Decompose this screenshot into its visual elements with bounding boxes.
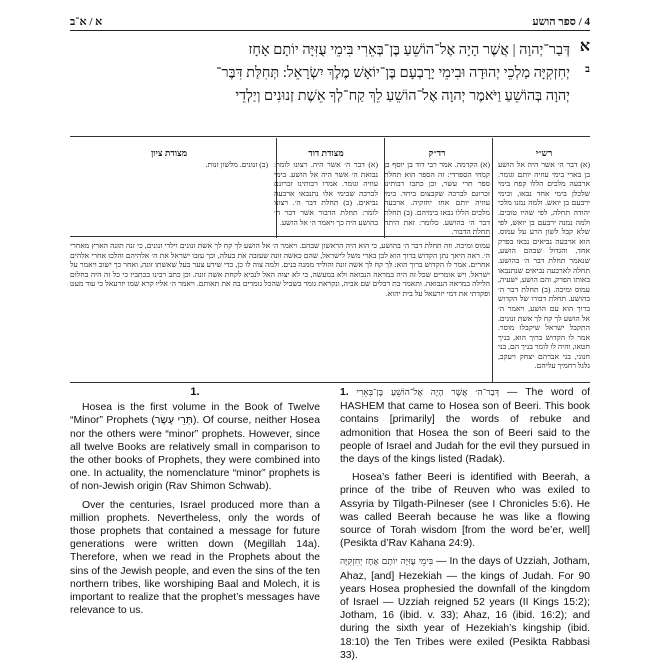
english-paragraph: Hosea is the first volume in the Book of Twelve “Minor” Prophets (תְּרֵי עָשָׂר). Of course, neither Hosea nor the others were “minor” prophets. However, since all twelve Books are relatively small in comparison to the other books of Prophets, they were combined into one. In actuality, the nomenclature “minor” prophets is of non-Jewish origin (Rav Shimon Schwab). — [70, 402, 320, 493]
radak-title: רד״ק — [428, 148, 446, 158]
english-paragraph — [340, 386, 590, 466]
scripture-verses — [70, 40, 590, 116]
radak-text: (א) הקדמה. אמר רבי דוד בן יוסף בן קמחי הספרדי: זה הספר הוא תחלת ספר תרי עשר, וכן כתבו רבותינו זכרונם לברכה שקבצום ביחד. בימי עוזיה יותם אחז יחזקיה. ארבעה מלכים הללו נבאו בימיהם. (ב) תחלת דבר ה׳ בהושע. כלומר: זאת היתה תחלת הדבור. — [384, 160, 490, 236]
hebrew-lemma: בִּימֵי עֻזִּיָּה יוֹתָם אָחָז יְחִזְקִיָּה — [340, 557, 434, 568]
verse-line: דְּבַר־יְהוָה | אֲשֶׁר הָיָה אֶל־הוֹשֵׁעַ בֶּן־בְּאֵרִי בִּימֵי עֻזִּיָּה יוֹתָם אָחָז — [248, 42, 570, 58]
hebrew-lemma: דְּבַר־ה׳ אֲשֶׁר הָיָה אֶל־הוֹשֵׁעַ בֶּן־בְּאֵרִי — [356, 388, 500, 398]
running-header — [70, 14, 590, 31]
rashi-text: (א) דבר ה׳ אשר היה אל הושע בן בארי בימי עוזיה יותם וגומר. ארבעה מלכים הללו קפח בימי שלכלן בימי אחד נבאו, ובימי ירבעם בן יואש. ולמה נמנו מלכי יהודה תחלה, לפי שהיו טובים. ולמה נמנה ירבעם בן יואש, לפי שלא קבל לשון הרע על עמוס. הוא ארבעה נביאים נבאו בפרק אחד, והגדול שבהם הושע, שנאמר תחלת דבר ה׳ בהושע. תחלה לארבעה נביאים שנתנבאו באותו הפרק, והם הושע, ישעיה, עמוס ומיכה. (ב) תחלת דבר ה׳ בהושע. תחלת דבורו של הקדוש ברוך הוא עם הושע, ויאמר ה׳ אל הושע לך קח לך אשת זנונים. התקבל ישראל שיקבלו מוסר. אמר לו הקדוש ברוך הוא, בניך חטאו, והיה לו לומר בניך הם, בני חנוני, בני אברהם יצחק ויעקב, גלגל רחמיך עליהם. — [498, 160, 590, 371]
header-chapter-verse: א / א־ב — [70, 16, 103, 28]
commentary-top-rule — [70, 136, 590, 137]
rashi-column — [498, 148, 590, 378]
english-text: — In the days of Uzziah, Jotham, Ahaz, [and] Hezekiah — the kings of Judah. For 90 years Hosea prophesied the downfall of the kingdom of Israel — Uzziah reigned 52 years (II Kings 15:2); Jotham, 16 (ibid. v. 33); Ahaz, 16 (ibid. 16:2); and during the sixth year of Hezekiah’s kingship (ibid. 18:10) the Ten Tribes were exiled (Pesikta Rabbasi 33). — [340, 556, 591, 661]
note-number: 1. — [340, 387, 349, 398]
rashi-title: רש״י — [535, 148, 553, 158]
note-number: 1. — [190, 386, 200, 398]
header-book-title: 4 / ספר הושע — [532, 16, 590, 28]
metzudat-david-text: (א) דבר ה׳ אשר היה. רצונו לומר: נבואת ה׳ אשר היה אל הושע. בימי עוזיה וגומר. אמרו רבותינו זכרונם לברכה שבימי אלו נתנבאו ארבעה נביאים. (ב) תחלת דבר ה׳. רצונו לומר: תחלת הדבור אשר דבר ה׳ בהושע היה כך ויאמר ה׳ אל הושע. — [274, 160, 378, 227]
commentary-bottom-rule — [70, 382, 590, 383]
verse-number-2: ב — [585, 64, 590, 75]
english-paragraph — [340, 555, 590, 662]
english-right-column — [340, 386, 590, 667]
wide-commentary — [70, 237, 490, 381]
verse-line: יְהוָה בְּהוֹשֵׁעַ וַיֹּאמֶר יְהוָה אֶל־הוֹשֵׁעַ לֵךְ קַח־לְךָ אֵשֶׁת זְנוּנִים וְיַלְדֵי — [235, 88, 570, 104]
metzudat-zion-title: מצודת ציון — [150, 148, 188, 158]
english-paragraph: Hosea’s father Beeri is identified with Beerah, a prince of the tribe of Reuven who was exiled to Assyria by Tilgath-Pilneser (see I Chronicles 5:6). He was called Beerah because he was like a flowing source of Torah wisdom [from the word be’er, well] (Pesikta d’Rav Kahana 24:9). — [340, 472, 590, 550]
verse-line: יְחִזְקִיָּה מַלְכֵי יְהוּדָה וּבִימֵי יָרָבְעָם בֶּן־יוֹאָשׁ מֶלֶךְ יִשְׂרָאֵל: תְּחִלַּת דִּבֶּר־ — [215, 65, 570, 81]
verse-number-1: א — [579, 38, 590, 55]
english-paragraph: Over the centuries, Israel produced more than a million prophets. Nevertheless, only the words of those prophets that contained a message for future generations were written down (Megillah 14a). Therefore, when we read in the Prophets about the sins of the Jewish people, and even the sins of the ten northern tribes, like worshiping Baal and Molech, it is important to realize that the prophet’s messages have relevance to us. — [70, 499, 320, 617]
metzudat-david-title: מצודת דוד — [308, 148, 344, 158]
english-text: — The word of HASHEM that came to Hosea son of Beeri. This book contains [primarily] the words of rebuke and admonition that Hosea the son of Beeri said to the people of Israel and Judah for the evil they pursued in the days of the kings listed (Radak). — [340, 387, 590, 466]
wide-commentary-text: עמוס ומיכה. וזה תחלת דבר ה׳ בהושע, כי הוא היה הראשון שבהם. ויאמר ה׳ אל הושע לך קח לך אשת זנונים וילדי זנונים, כי זנה תזנה הארץ מאחרי ה׳. ראה היאך נתן הקדוש ברוך הוא לבן בארי משל לישראל, שהם כאשה זונה שעזבה את בעלה, וכך עזבו ישראל את ה׳ אלהיהם והלכו אחרי אלהים אחרים. אמר לו הקדוש ברוך הוא: לך קח לך אשה זונה והוליד ממנה בנים. ולמה צוה לו כן, כדי שידע צער בעל שאשתו זונה, ואחר כך ישוב ויאמר על ישראל. ויש אומרים שכל זה היה במראה הנבואה ולא במעשה, כי לא יצוה האל לנביא לקחת אשה זונה. וכן כתב רבינו בכתביו כי כל זה היה בחלום הלילה במראה הנבואה. ותאמר בת דבלים שם אביה, ונקראת גומר בשביל שהכל גומרים בה את תאותם. ויאמר ה׳ אליו קרא שמו יזרעאל כי עוד מעט ופקדתי את דמי יזרעאל על בית יהוא. — [70, 241, 490, 298]
book-page — [70, 14, 591, 661]
english-left-column — [70, 386, 320, 622]
column-divider — [492, 138, 493, 383]
metzudat-zion-text: (ב) זנונים. מלשון זנות. — [205, 160, 268, 169]
